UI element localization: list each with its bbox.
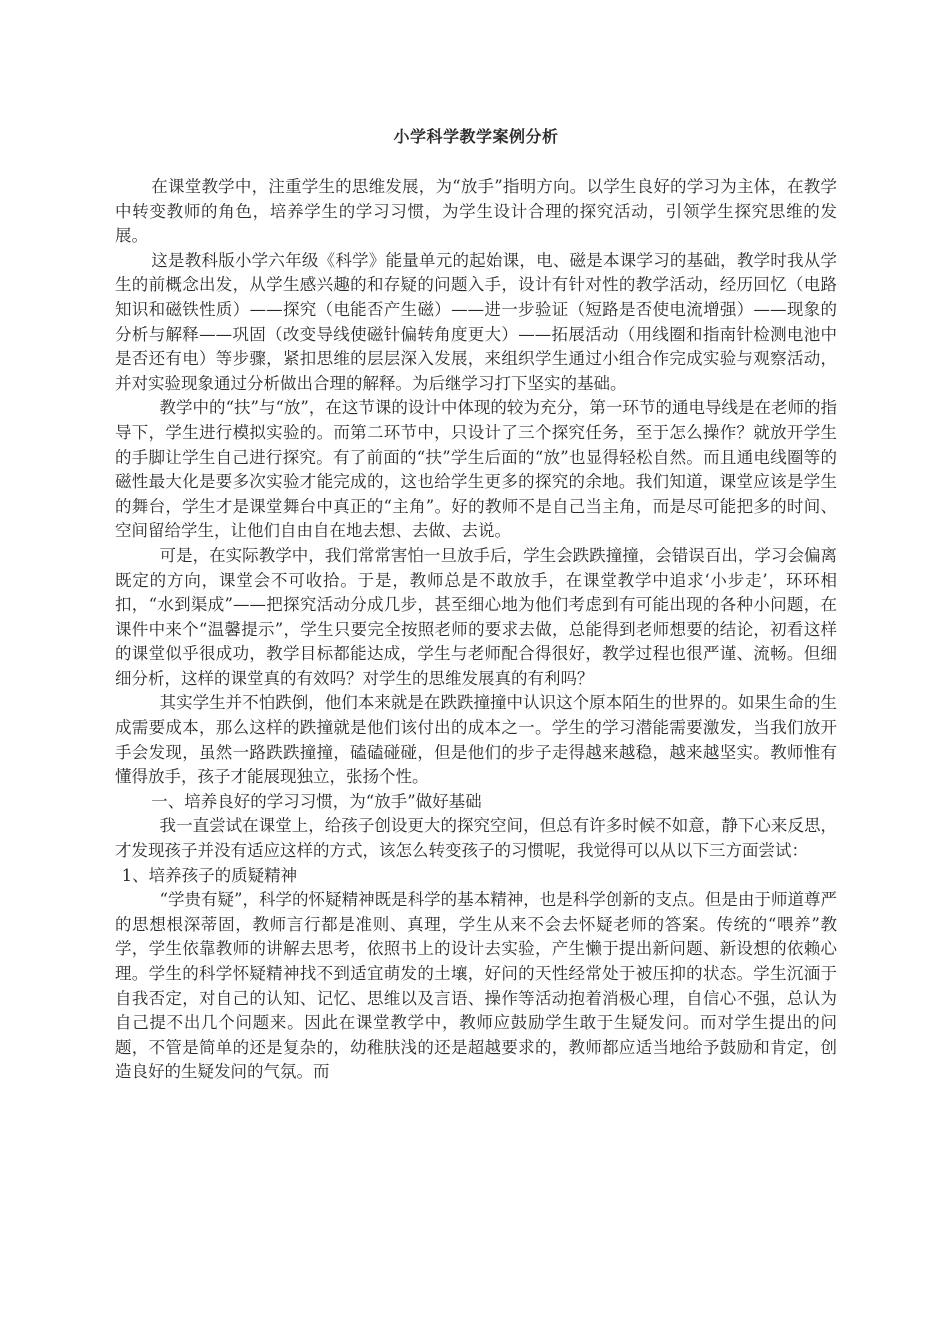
subsection-heading-1: 1、培养孩子的质疑精神 bbox=[121, 865, 298, 885]
paragraph-lesson-design: 这是教科版小学六年级《科学》能量单元的起始课，电、磁是本课学习的基础，教学时我从学生的前概念出发，从学生感兴趣的和存疑的问题入手，设计有针对性的教学活动，经历回忆（电路知识和磁铁性质）——探究（电能否产生磁）——进一步验证（短路是否使电流增强）——现象的分析与解释——巩固（改变导线使磁针偏转角度更大）——拓展活动（用线圈和指南针检测电池中是否还有电）等步骤，紧扣思维的层层深入发展，来组织学生通过小组合作完成实验与观察活动，并对实验现象通过分析做出合理的解释。为后继学习打下坚实的基础。 bbox=[115, 250, 837, 393]
paragraph-questioning-spirit: “学贵有疑”，科学的怀疑精神既是科学的基本精神，也是科学创新的支点。但是由于师道尊严的思想根深蒂固，教师言行都是准则、真理，学生从来不会去怀疑老师的答案。传统的“喂养”教学，学生依靠教师的讲解去思考，依照书上的设计去实验，产生懒于提出新问题、新设想的依赖心理。学生的科学怀疑精神找不到适宜萌发的土壤，好问的天性经常处于被压抑的状态。学生沉湎于自我否定，对自己的认知、记忆、思维以及言语、操作等活动抱着消极心理，自信心不强，总认为自己提不出几个问题来。因此在课堂教学中，教师应鼓励学生敢于生疑发问。而对学生提出的问题，不管是简单的还是复杂的，幼稚肤浅的还是超越要求的，教师都应适当地给予鼓励和肯定，创造良好的生疑发问的气氛。而 bbox=[115, 890, 837, 1082]
paragraph-attempts: 我一直尝试在课堂上，给孩子创设更大的探究空间，但总有许多时候不如意，静下心来反思，才发现孩子并没有适应这样的方式，该怎么转变孩子的习惯呢，我觉得可以从以下三方面尝试： bbox=[115, 816, 837, 861]
paragraph-support-release: 教学中的“扶”与“放”，在这节课的设计中体现的较为充分，第一环节的通电导线是在老师的指导下，学生进行模拟实验的。而第二环节中，只设计了三个探究任务，至于怎么操作？就放开学生的手脚让学生自己进行探究。有了前面的“扶”学生后面的“放”也显得轻松自然。而且通电线圈等的磁性最大化是要多次实验才能完成的，这也给学生更多的探究的余地。我们知道，课堂应该是学生的舞台，学生才是课堂舞台中真正的“主角”。好的教师不是自己当主角，而是尽可能把多的时间、空间留给学生，让他们自由自在地去想、去做、去说。 bbox=[115, 398, 837, 541]
paragraph-fear-of-letting-go: 可是，在实际教学中，我们常常害怕一旦放手后，学生会跌跌撞撞，会错误百出，学习会偏离既定的方向，课堂会不可收拾。于是，教师总是不敢放手，在课堂教学中追求‘小步走’，环环相扣，“水到渠成”——把探究活动分成几步，甚至细心地为他们考虑到有可能出现的各种小问题，在课件中来个“温馨提示”，学生只要完全按照老师的要求去做，总能得到老师想要的结论，初看这样的课堂似乎很成功，教学目标都能达成，学生与老师配合得很好，教学过程也很严谨、流畅。但细细分析，这样的课堂真的有效吗？对学生的思维发展真的有利吗？ bbox=[115, 545, 837, 688]
paragraph-students-not-afraid: 其实学生并不怕跌倒，他们本来就是在跌跌撞撞中认识这个原本陌生的世界的。如果生命的生成需要成本，那么这样的跌撞就是他们该付出的成本之一。学生的学习潜能需要激发，当我们放开手会发现，虽然一路跌跌撞撞，磕磕碰碰，但是他们的步子走得越来越稳，越来越坚实。教师惟有懂得放手，孩子才能展现独立，张扬个性。 bbox=[115, 693, 837, 787]
section-heading-1: 一、培养良好的学习习惯，为“放手”做好基础 bbox=[151, 791, 482, 811]
paragraph-intro: 在课堂教学中，注重学生的思维发展，为“放手”指明方向。以学生良好的学习为主体，在教学中转变教师的角色，培养学生的学习习惯，为学生设计合理的探究活动，引领学生探究思维的发展。 bbox=[115, 177, 837, 246]
document-page bbox=[115, 0, 837, 1344]
document-title: 小学科学教学案例分析 bbox=[393, 127, 559, 146]
document-body bbox=[115, 175, 837, 1085]
